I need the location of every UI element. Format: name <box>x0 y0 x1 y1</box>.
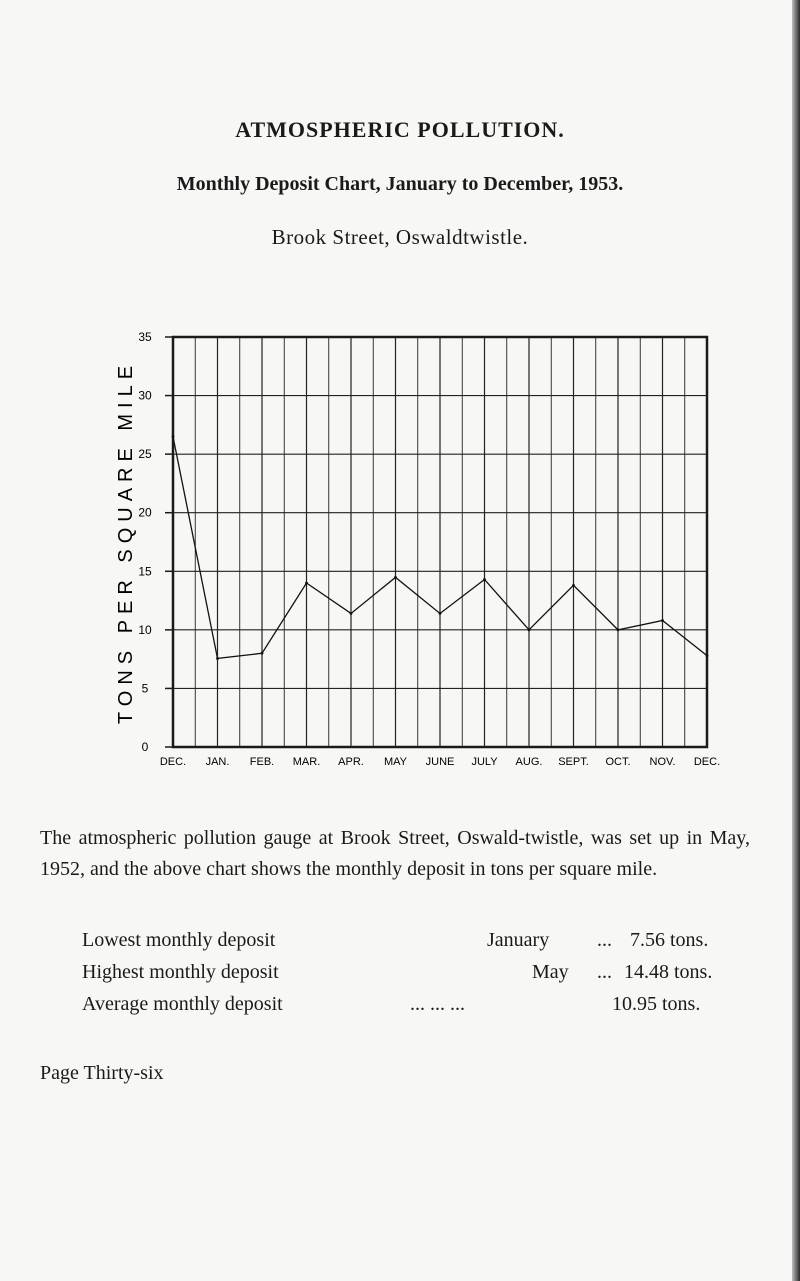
x-tick-label: AUG. <box>515 756 543 768</box>
data-point-apr <box>350 612 353 615</box>
y-tick-label: 30 <box>138 388 152 403</box>
x-tick-label: MAY <box>383 756 408 768</box>
data-point-sept <box>572 584 575 587</box>
y-tick-label: 10 <box>138 622 152 637</box>
y-tick-label: 5 <box>141 681 149 696</box>
page-number: Page Thirty-six <box>40 1062 164 1084</box>
data-point-dec <box>706 654 709 657</box>
x-tick-label: JULY <box>471 756 498 768</box>
description-paragraph: The atmospheric pollution gauge at Brook Street, Oswald-twistle, was set up in May, 1952, and the above chart shows the monthly deposit in tons per square mile. <box>40 827 750 880</box>
y-tick-label: 35 <box>138 330 152 344</box>
x-tick-label: JUNE <box>425 756 455 768</box>
pollution-chart <box>0 300 800 800</box>
stat-average-value: 10.95 tons. <box>612 993 701 1015</box>
y-axis-label: TONS PER SQUARE MILE <box>115 359 137 725</box>
x-tick-label: DEC. <box>693 756 721 768</box>
x-tick-label: JAN. <box>205 756 230 768</box>
stat-lowest-month: January <box>487 929 550 951</box>
x-tick-label: OCT. <box>605 756 631 768</box>
data-point-nov <box>661 619 664 622</box>
chart-subtitle: Monthly Deposit Chart, January to December, 1953. <box>176 173 624 195</box>
y-tick-labels <box>138 330 173 754</box>
stat-highest-label: Highest monthly deposit <box>82 961 279 983</box>
x-tick-label: MAR. <box>292 756 321 768</box>
data-point-jan <box>216 657 219 660</box>
data-point-dec <box>172 435 175 438</box>
location-label: Brook Street, Oswaldtwistle. <box>271 225 529 249</box>
y-tick-label: 20 <box>138 505 152 520</box>
x-tick-label: APR. <box>338 756 364 768</box>
stat-highest-dots: ... <box>597 961 612 983</box>
data-point-july <box>483 578 486 581</box>
chart-grid <box>173 337 707 747</box>
data-point-feb <box>261 652 264 655</box>
data-point-june <box>439 612 442 615</box>
x-tick-label: NOV. <box>649 756 676 768</box>
data-point-mar <box>305 582 308 585</box>
x-tick-label: SEPT. <box>558 756 589 768</box>
y-tick-label: 0 <box>141 740 149 754</box>
x-tick-labels <box>160 756 720 768</box>
stat-highest-month: May <box>532 961 569 983</box>
data-point-may <box>394 576 397 579</box>
x-tick-label: DEC. <box>159 756 187 768</box>
stat-lowest-value: 7.56 tons. <box>630 929 709 951</box>
stat-average-dots: ... ... ... <box>410 993 465 1015</box>
stat-lowest-dots: ... <box>597 929 612 951</box>
page-title: ATMOSPHERIC POLLUTION. <box>235 117 565 142</box>
data-point-aug <box>528 628 531 631</box>
stat-lowest-label: Lowest monthly deposit <box>82 929 276 951</box>
stat-highest-value: 14.48 tons. <box>624 961 713 983</box>
y-tick-label: 15 <box>138 564 152 579</box>
x-tick-label: FEB. <box>249 756 275 768</box>
stat-average-label: Average monthly deposit <box>82 993 283 1015</box>
y-tick-label: 25 <box>138 447 152 462</box>
data-point-oct <box>617 628 620 631</box>
